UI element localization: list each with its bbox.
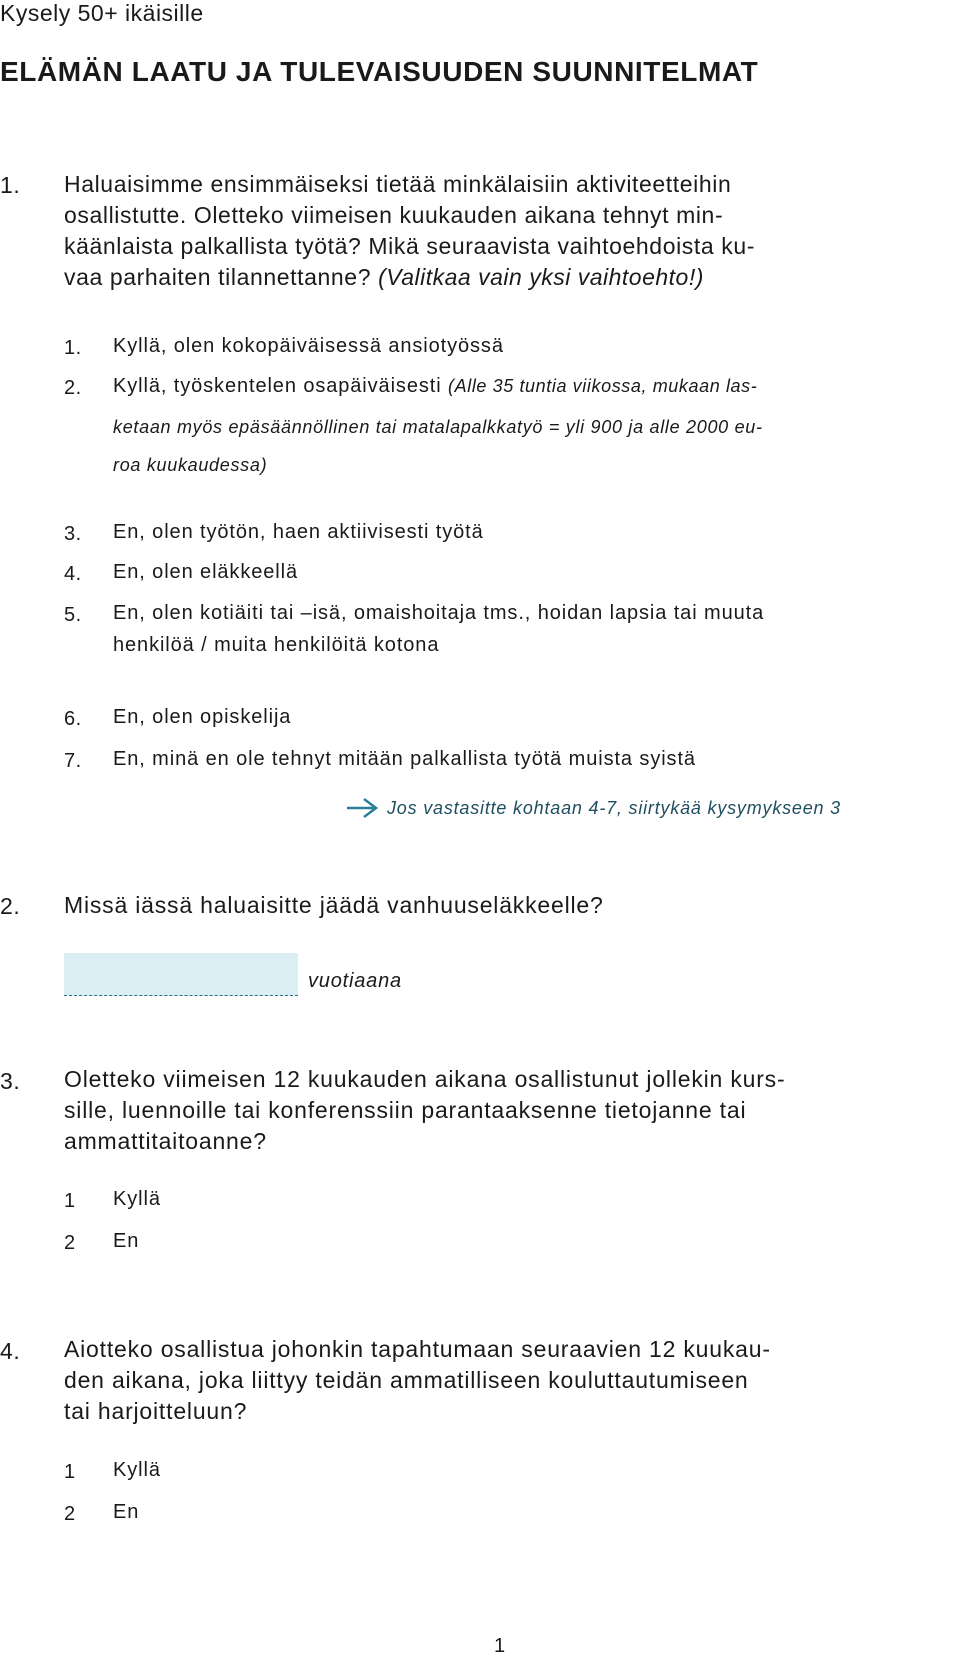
question-text-line: Oletteko viimeisen 12 kuukauden aikana osallistunut jollekin kurs- <box>64 1066 786 1092</box>
question-text-line: osallistutte. Oletteko viimeisen kuukauden aikana tehnyt min- <box>64 202 724 228</box>
option-item[interactable]: En, olen työtön, haen aktiivisesti työtä <box>113 521 484 543</box>
option-no[interactable]: En <box>113 1501 140 1523</box>
option-number: 4. <box>64 563 82 585</box>
option-no[interactable]: En <box>113 1230 140 1252</box>
option-item[interactable]: En, olen eläkkeellä <box>113 561 298 583</box>
skip-instruction-text: Jos vastasitte kohtaan 4-7, siirtykää kysymykseen 3 <box>387 797 841 818</box>
option-number: 1 <box>64 1190 76 1212</box>
option-number: 2 <box>64 1232 76 1254</box>
option-number: 5. <box>64 604 82 626</box>
question-number: 2. <box>0 893 21 919</box>
age-input-field[interactable] <box>64 953 298 996</box>
question-text-line: sille, luennoille tai konferenssiin parantaaksenne tietojanne tai <box>64 1097 747 1123</box>
question-text-line: ammattitaitoanne? <box>64 1128 267 1154</box>
option-number: 1 <box>64 1461 76 1483</box>
option-item[interactable]: En, olen opiskelija <box>113 706 292 728</box>
question-text: vaa parhaiten tilannettanne? <box>64 264 372 290</box>
arrow-right-icon <box>345 796 379 820</box>
option-item[interactable]: Kyllä, olen kokopäiväisessä ansiotyössä <box>113 335 504 357</box>
option-number: 6. <box>64 708 82 730</box>
option-item[interactable]: En, olen kotiäiti tai –isä, omaishoitaja tms., hoidan lapsia tai muuta <box>113 602 765 624</box>
age-unit-label: vuotiaana <box>308 970 402 992</box>
option-number: 1. <box>64 337 82 359</box>
option-note: (Alle 35 tuntia viikossa, mukaan las- <box>448 376 758 396</box>
page-number: 1 <box>494 1635 506 1657</box>
option-number: 2 <box>64 1503 76 1525</box>
option-note-line: roa kuukaudessa) <box>113 455 268 475</box>
option-number: 3. <box>64 523 82 545</box>
instruction-note: (Valitkaa vain yksi vaihtoehto!) <box>378 264 704 290</box>
option-item[interactable]: En, minä en ole tehnyt mitään palkallista työtä muista syistä <box>113 748 696 770</box>
option-yes[interactable]: Kyllä <box>113 1188 161 1210</box>
survey-label: Kysely 50+ ikäisille <box>0 0 204 26</box>
question-number: 1. <box>0 172 21 198</box>
question-text-line: käänlaista palkallista työtä? Mikä seuraavista vaihtoehdoista ku- <box>64 233 756 259</box>
option-note-line: ketaan myös epäsäännöllinen tai matalapalkkatyö = yli 900 ja alle 2000 eu- <box>113 417 763 437</box>
page-title: ELÄMÄN LAATU JA TULEVAISUUDEN SUUNNITELMAT <box>0 56 759 87</box>
option-item[interactable] <box>113 371 757 402</box>
question-text-line <box>64 262 704 293</box>
question-text-line: den aikana, joka liittyy teidän ammatilliseen kouluttautumiseen <box>64 1367 749 1393</box>
question-text-line: tai harjoitteluun? <box>64 1398 248 1424</box>
question-number: 4. <box>0 1338 21 1364</box>
question-text-line: Aiotteko osallistua johonkin tapahtumaan seuraavien 12 kuukau- <box>64 1336 771 1362</box>
question-text: Missä iässä haluaisitte jäädä vanhuuseläkkeelle? <box>64 892 604 918</box>
option-number: 2. <box>64 377 82 399</box>
option-yes[interactable]: Kyllä <box>113 1459 161 1481</box>
question-number: 3. <box>0 1068 21 1094</box>
option-text: Kyllä, työskentelen osapäiväisesti <box>113 375 442 397</box>
option-item-continued: henkilöä / muita henkilöitä kotona <box>113 634 440 656</box>
skip-instruction <box>345 796 841 820</box>
option-number: 7. <box>64 750 82 772</box>
question-text-line: Haluaisimme ensimmäiseksi tietää minkälaisiin aktiviteetteihin <box>64 171 732 197</box>
